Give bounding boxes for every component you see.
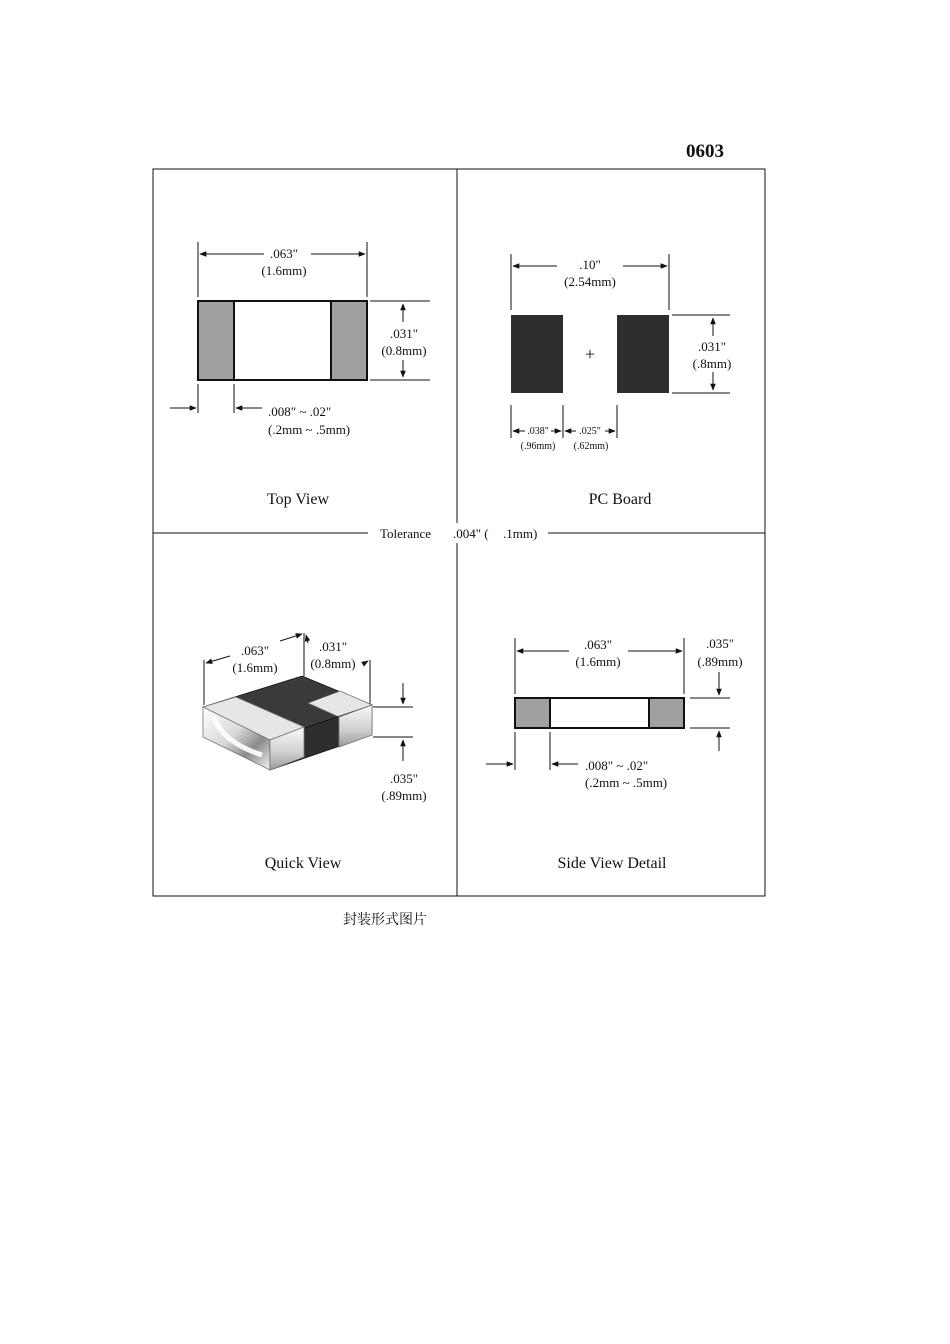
part-number: 0603 xyxy=(686,141,724,162)
pc-board-span-mm: (2.54mm) xyxy=(564,274,616,289)
side-view-right-terminal xyxy=(649,698,684,728)
quick-view-height-in: .035" xyxy=(389,771,419,786)
side-view-height-in: .035" xyxy=(705,636,735,651)
pc-board-height-mm: (.8mm) xyxy=(692,356,732,371)
top-view-left-terminal xyxy=(198,301,234,380)
top-view-band-mm: (.2mm ~ .5mm) xyxy=(268,422,351,437)
top-view-width-mm: (0.8mm) xyxy=(381,343,427,358)
side-view-left-terminal xyxy=(515,698,550,728)
top-view-length-mm: (1.6mm) xyxy=(261,263,307,278)
pc-board-right-pad xyxy=(617,315,669,393)
figure-caption: 封装形式图片 xyxy=(343,913,427,928)
pc-board-pad-in: .038" xyxy=(527,426,549,437)
side-view-height-mm: (.89mm) xyxy=(697,654,743,669)
side-view-length-in: .063" xyxy=(583,637,613,652)
pc-board-span-in: .10" xyxy=(579,257,601,272)
side-view-band-in: .008" ~ .02" xyxy=(585,758,649,773)
tolerance-value-in: .004" ( xyxy=(453,526,489,541)
top-view-width-in: .031" xyxy=(389,326,419,341)
quick-view-chip xyxy=(203,676,372,770)
side-view-length-mm: (1.6mm) xyxy=(575,654,621,669)
quick-view-title: Quick View xyxy=(264,855,342,872)
quick-view-panel xyxy=(203,633,427,872)
tolerance-value-mm: .1mm) xyxy=(503,526,538,541)
side-view-panel xyxy=(486,636,743,872)
pc-board-pad-mm: (.96mm) xyxy=(520,441,556,452)
top-view-panel xyxy=(170,242,430,508)
top-view-title: Top View xyxy=(266,491,330,508)
side-view-title: Side View Detail xyxy=(557,855,667,872)
quick-view-length-mm: (1.6mm) xyxy=(232,660,278,675)
top-view-right-terminal xyxy=(331,301,367,380)
quick-view-height-mm: (.89mm) xyxy=(381,788,427,803)
pc-board-center-mark: + xyxy=(584,344,596,364)
pc-board-height-in: .031" xyxy=(697,339,727,354)
quick-view-width-in: .031" xyxy=(318,639,348,654)
tolerance-note xyxy=(370,523,546,543)
tolerance-label: Tolerance xyxy=(380,526,432,541)
pc-board-title: PC Board xyxy=(588,491,652,508)
quick-view-width-mm: (0.8mm) xyxy=(310,656,356,671)
pc-board-panel xyxy=(511,254,731,508)
top-view-length-in: .063" xyxy=(269,246,299,261)
quick-view-length-in: .063" xyxy=(240,643,270,658)
pc-board-gap-mm: (.62mm) xyxy=(573,441,609,452)
top-view-band-in: .008" ~ .02" xyxy=(268,404,332,419)
side-view-band-mm: (.2mm ~ .5mm) xyxy=(585,775,668,790)
pc-board-left-pad xyxy=(511,315,563,393)
pc-board-gap-in: .025" xyxy=(579,426,601,437)
